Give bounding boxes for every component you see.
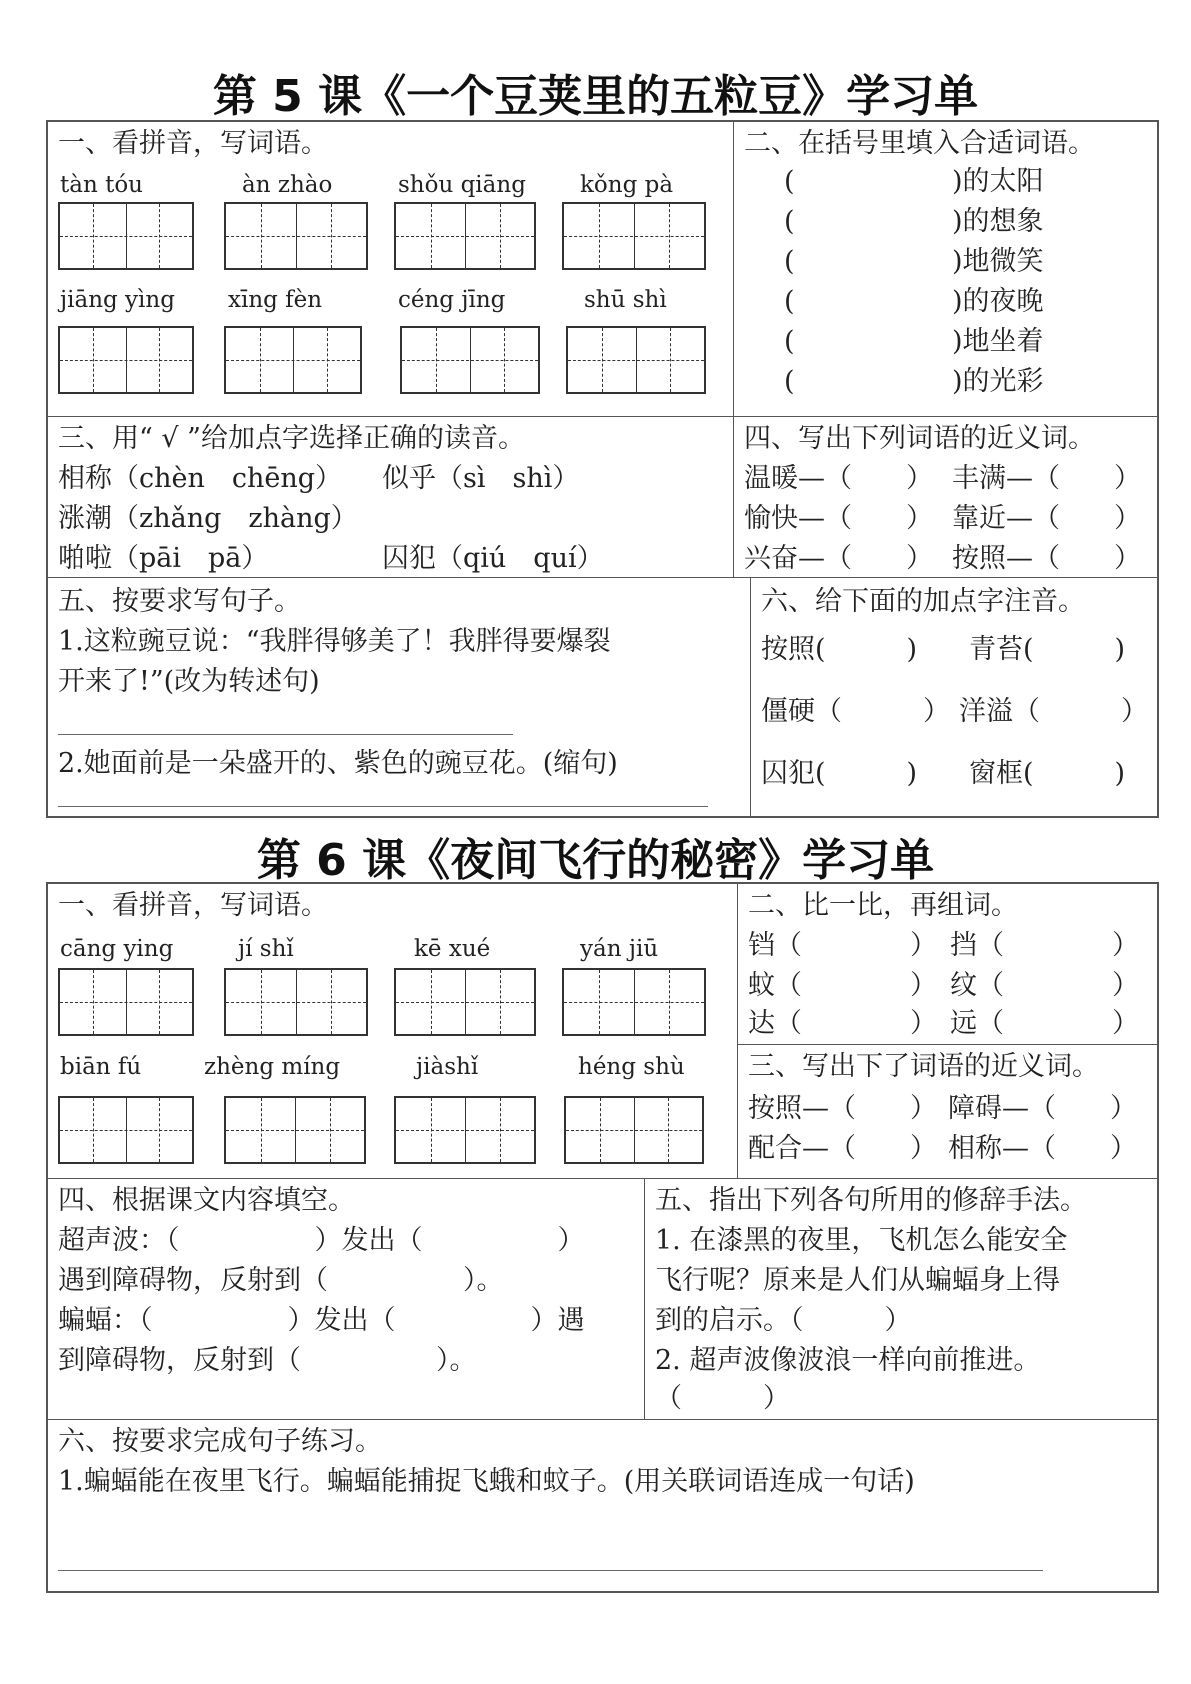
pinyin: jí shǐ xyxy=(238,936,294,962)
l6-section-rhetoric xyxy=(644,1178,1159,1419)
fill-item[interactable]: ( )的光彩 xyxy=(784,366,1044,397)
question-text: 开来了!”(改为转述句) xyxy=(58,666,320,697)
section-heading: 二、在括号里填入合适词语。 xyxy=(744,128,1095,159)
l6-section-compare xyxy=(737,884,1159,1044)
pinyin: àn zhào xyxy=(242,172,333,198)
pinyin: zhèng míng xyxy=(204,1054,341,1080)
writing-grid[interactable] xyxy=(566,326,706,394)
pinyin: shū shì xyxy=(584,287,667,313)
compare-item[interactable]: 挡（ ） xyxy=(950,930,1139,961)
l5-section-pinyin xyxy=(48,122,733,416)
writing-grid[interactable] xyxy=(394,1096,536,1164)
phonetic-item[interactable]: 窗框( ) xyxy=(969,758,1126,789)
choice-item[interactable]: 相称（chèn chēng） xyxy=(58,463,343,494)
pinyin: kē xué xyxy=(414,936,491,962)
fill-line[interactable]: 超声波：（ ）发出（ ） xyxy=(58,1225,585,1256)
compare-item[interactable]: 远（ ） xyxy=(950,1008,1139,1039)
writing-grid[interactable] xyxy=(394,968,536,1036)
answer-blank[interactable]: （ ） xyxy=(655,1383,790,1414)
lesson6-title: 第 6 课《夜间飞行的秘密》学习单 xyxy=(256,835,935,886)
answer-line[interactable] xyxy=(58,1570,1043,1571)
writing-grid[interactable] xyxy=(224,326,362,394)
writing-grid[interactable] xyxy=(562,968,706,1036)
writing-grid[interactable] xyxy=(224,1096,366,1164)
synonym-item[interactable]: 按照—（ ） xyxy=(952,543,1141,574)
phonetic-item[interactable]: 囚犯( ) xyxy=(761,758,918,789)
pinyin: yán jiū xyxy=(580,936,659,962)
writing-grid[interactable] xyxy=(58,1096,194,1164)
pinyin: xīng fèn xyxy=(228,287,323,313)
synonym-item[interactable]: 兴奋—（ ） xyxy=(744,543,933,574)
pinyin: jiāng yìng xyxy=(60,287,175,313)
writing-grid[interactable] xyxy=(394,202,536,270)
l6-section-pinyin xyxy=(48,884,737,1178)
pinyin: héng shù xyxy=(578,1054,685,1080)
question-text: 2. 超声波像波浪一样向前推进。 xyxy=(655,1345,1041,1376)
writing-grid[interactable] xyxy=(224,968,368,1036)
answer-line[interactable] xyxy=(58,806,708,807)
phonetic-item[interactable]: 青苔( ) xyxy=(969,634,1126,665)
synonym-item[interactable]: 按照—（ ） xyxy=(748,1093,937,1124)
question-text: 1. 在漆黑的夜里，飞机怎么能安全 xyxy=(655,1225,1068,1256)
phonetic-item[interactable]: 洋溢（ ） xyxy=(959,696,1148,727)
section-heading: 六、按要求完成句子练习。 xyxy=(58,1426,382,1457)
writing-grid[interactable] xyxy=(400,326,540,394)
lesson5-table xyxy=(46,120,1159,818)
fill-item[interactable]: ( )的太阳 xyxy=(784,166,1044,197)
l6-section-sentence xyxy=(48,1419,1159,1593)
pinyin: kǒng pà xyxy=(580,172,674,198)
lesson6-table xyxy=(46,882,1159,1593)
l5-section-sentences xyxy=(48,577,750,818)
fill-line[interactable]: 蝙蝠：（ ）发出（ ）遇 xyxy=(58,1305,585,1336)
pinyin: biān fú xyxy=(60,1054,142,1080)
section-heading: 三、写出下了词语的近义词。 xyxy=(748,1051,1099,1082)
writing-grid[interactable] xyxy=(562,202,706,270)
compare-item[interactable]: 蚊（ ） xyxy=(748,970,937,1001)
answer-line[interactable] xyxy=(58,734,513,735)
fill-item[interactable]: ( )地微笑 xyxy=(784,246,1044,277)
lesson5-title: 第 5 课《一个豆荚里的五粒豆》学习单 xyxy=(212,71,979,122)
writing-grid[interactable] xyxy=(58,202,194,270)
writing-grid[interactable] xyxy=(564,1096,704,1164)
question-text: 2.她面前是一朵盛开的、紫色的豌豆花。(缩句) xyxy=(58,748,618,779)
section-heading: 五、指出下列各句所用的修辞手法。 xyxy=(655,1185,1087,1216)
synonym-item[interactable]: 愉快—（ ） xyxy=(744,503,933,534)
synonym-item[interactable]: 靠近—（ ） xyxy=(952,503,1141,534)
compare-item[interactable]: 铛（ ） xyxy=(748,930,937,961)
phonetic-item[interactable]: 僵硬（ ） xyxy=(761,696,950,727)
pinyin: jiàshǐ xyxy=(416,1054,479,1080)
synonym-item[interactable]: 障碍—（ ） xyxy=(948,1093,1137,1124)
writing-grid[interactable] xyxy=(58,968,194,1036)
synonym-item[interactable]: 相称—（ ） xyxy=(948,1133,1137,1164)
fill-item[interactable]: ( )的想象 xyxy=(784,206,1044,237)
l5-section-synonyms xyxy=(733,416,1159,577)
question-text: 1.这粒豌豆说：“我胖得够美了！我胖得要爆裂 xyxy=(58,626,611,657)
l6-section-synonyms xyxy=(737,1044,1159,1178)
l5-section-phonetic xyxy=(750,577,1159,818)
l5-section-pronunciation xyxy=(48,416,733,577)
writing-grid[interactable] xyxy=(58,326,194,394)
section-heading: 三、用“ √ ”给加点字选择正确的读音。 xyxy=(58,423,525,454)
l5-section-fill xyxy=(733,122,1159,416)
choice-item[interactable]: 囚犯（qiú quí） xyxy=(382,543,604,574)
section-heading: 一、看拼音，写词语。 xyxy=(58,890,328,921)
compare-item[interactable]: 达（ ） xyxy=(748,1008,937,1039)
question-text[interactable]: 到的启示。（ ） xyxy=(655,1305,912,1336)
fill-line[interactable]: 遇到障碍物，反射到（ ）。 xyxy=(58,1265,504,1296)
pinyin: cāng ying xyxy=(60,936,174,962)
section-heading: 一、看拼音，写词语。 xyxy=(58,128,328,159)
section-heading: 五、按要求写句子。 xyxy=(58,586,301,617)
writing-grid[interactable] xyxy=(224,202,368,270)
phonetic-item[interactable]: 按照( ) xyxy=(761,634,918,665)
synonym-item[interactable]: 丰满—（ ） xyxy=(952,463,1141,494)
fill-item[interactable]: ( )地坐着 xyxy=(784,326,1044,357)
choice-item[interactable]: 啪啦（pāi pā） xyxy=(58,543,269,574)
pinyin: tàn tóu xyxy=(60,172,143,198)
section-heading: 四、根据课文内容填空。 xyxy=(58,1185,355,1216)
compare-item[interactable]: 纹（ ） xyxy=(950,970,1139,1001)
pinyin: shǒu qiāng xyxy=(398,172,526,198)
pinyin: céng jīng xyxy=(398,287,506,313)
section-heading: 六、给下面的加点字注音。 xyxy=(761,586,1085,617)
synonym-item[interactable]: 温暖—（ ） xyxy=(744,463,933,494)
choice-item[interactable]: 涨潮（zhǎng zhàng） xyxy=(58,503,358,534)
section-heading: 四、写出下列词语的近义词。 xyxy=(744,423,1095,454)
section-heading: 二、比一比，再组词。 xyxy=(748,890,1018,921)
fill-line[interactable]: 到障碍物，反射到（ ）。 xyxy=(58,1345,477,1376)
synonym-item[interactable]: 配合—（ ） xyxy=(748,1133,937,1164)
question-text: 1.蝙蝠能在夜里飞行。蝙蝠能捕捉飞蛾和蚊子。(用关联词语连成一句话) xyxy=(58,1466,915,1497)
l6-section-fill xyxy=(48,1178,644,1419)
fill-item[interactable]: ( )的夜晚 xyxy=(784,286,1044,317)
question-text: 飞行呢？原来是人们从蝙蝠身上得 xyxy=(655,1265,1060,1296)
choice-item[interactable]: 似乎（sì shì） xyxy=(382,463,580,494)
